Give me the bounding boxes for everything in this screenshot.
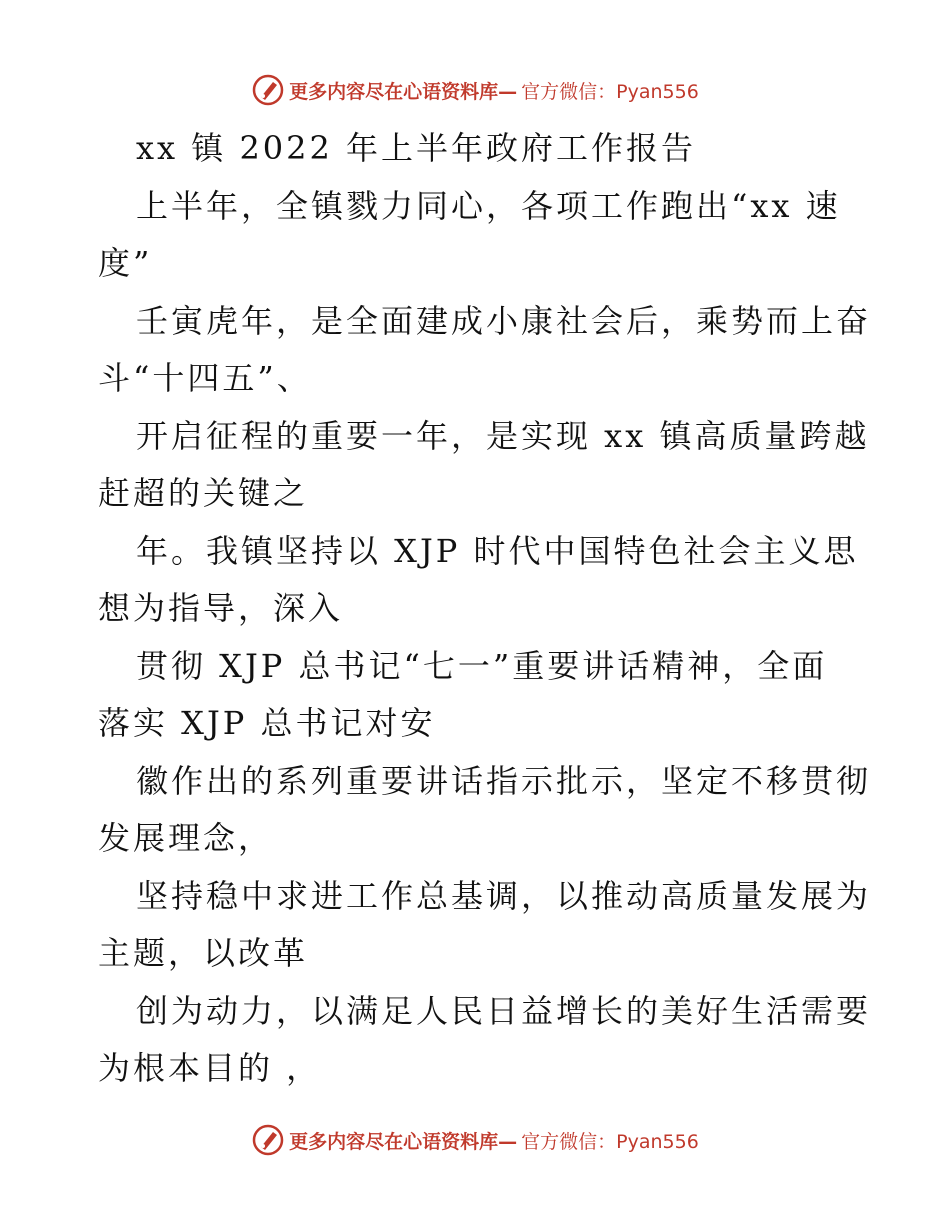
footer-banner (0, 1120, 950, 1160)
paragraph-line: 度” (98, 244, 153, 282)
document-title: xx 镇 2022 年上半年政府工作报告 (136, 129, 697, 167)
paragraph-line: 为根本目的 ， (98, 1049, 322, 1087)
paragraph-line: 创为动力，以满足人民日益增长的美好生活需要 (136, 991, 872, 1030)
paragraph-line: 年。我镇坚持以 XJP 时代中国特色社会主义思 (136, 531, 859, 570)
paragraph-line: 坚持稳中求进工作总基调，以推动高质量发展为 (136, 876, 872, 915)
paragraph-line: 发展理念， (98, 819, 274, 857)
pen-logo-icon (251, 73, 285, 107)
paragraph-line: 落实 XJP 总书记对安 (98, 704, 436, 742)
paragraph-line: 壬寅虎年，是全面建成小康社会后，乘势而上奋 (136, 301, 872, 340)
pen-logo-icon (251, 1123, 285, 1157)
document-body (98, 120, 872, 1098)
footer-banner-text: 更多内容尽在心语资料库— (289, 1130, 518, 1153)
header-banner-inner (251, 73, 699, 107)
header-banner (0, 70, 950, 110)
paragraph-line: 斗“十四五”、 (98, 359, 312, 397)
paragraph-line: 徽作出的系列重要讲话指示批示，坚定不移贯彻 (136, 761, 872, 800)
paragraph-line: 赶超的关键之 (98, 474, 309, 512)
footer-banner-inner (251, 1123, 699, 1157)
paragraph-line: 想为指导，深入 (98, 589, 344, 627)
header-banner-wechat: 官方微信：Pyan556 (521, 80, 699, 103)
paragraph-line: 开启征程的重要一年，是实现 xx 镇高质量跨越 (136, 416, 870, 455)
paragraph-line: 上半年，全镇戮力同心，各项工作跑出“xx 速 (136, 186, 841, 225)
footer-banner-wechat: 官方微信：Pyan556 (521, 1130, 699, 1153)
paragraph-line: 主题，以改革 (98, 934, 309, 972)
paragraph-line: 贯彻 XJP 总书记“七一”重要讲话精神，全面 (136, 646, 828, 685)
header-banner-text: 更多内容尽在心语资料库— (289, 80, 518, 103)
